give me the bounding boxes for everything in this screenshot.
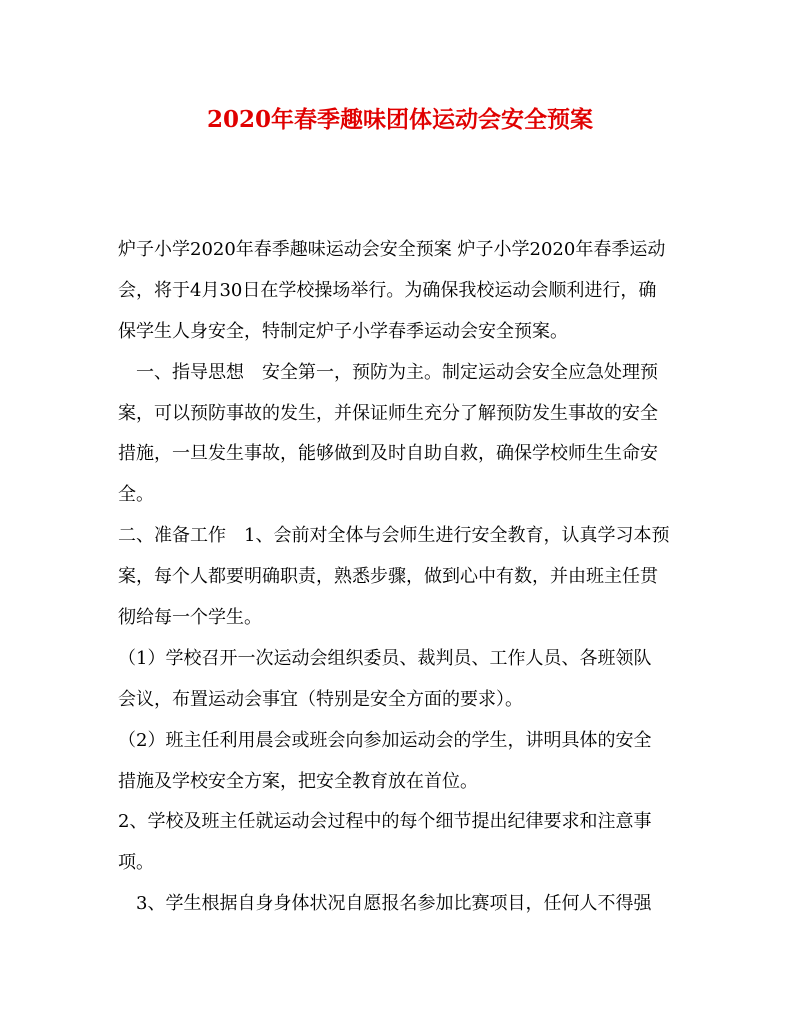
paragraph-item-1 (118, 639, 688, 721)
document-title: 2020年春季趣味团体运动会安全预案 (206, 106, 593, 133)
text-line: 保学生人身安全，特制定炉子小学春季运动会安全预案。 (118, 320, 568, 342)
paragraph-discipline (118, 802, 688, 884)
text-line: 一、指导思想 安全第一，预防为主。制定运动会安全应急处理预 (118, 361, 658, 383)
text-line: 2、学校及班主任就运动会过程中的每个细节提出纪律要求和注意事 (118, 811, 652, 833)
paragraph-item-2 (118, 721, 688, 803)
text-line: 措施，一旦发生事故，能够做到及时自助自救，确保学校师生生命安 (118, 443, 658, 465)
text-line: （2）班主任利用晨会或班会向参加运动会的学生，讲明具体的安全 (118, 729, 652, 751)
text-line: 3、学生根据自身身体状况自愿报名参加比赛项目，任何人不得强 (118, 893, 652, 915)
paragraph-guiding-principle (118, 353, 688, 517)
text-line: 案，可以预防事故的发生，并保证师生充分了解预防发生事故的安全 (118, 402, 658, 424)
text-line: 会议，布置运动会事宜（特别是安全方面的要求）。 (118, 688, 523, 710)
text-line: 二、准备工作 1、会前对全体与会师生进行安全教育，认真学习本预 (118, 525, 670, 547)
paragraph-registration (118, 884, 688, 925)
document-body (118, 230, 688, 925)
text-line: 措施及学校安全方案，把安全教育放在首位。 (118, 770, 478, 792)
paragraph-preparation (118, 516, 688, 639)
text-line: （1）学校召开一次运动会组织委员、裁判员、工作人员、各班领队 (118, 647, 652, 669)
text-line: 炉子小学2020年春季趣味运动会安全预案 炉子小学2020年春季运动 (118, 239, 666, 260)
text-line: 会，将于4月30日在学校操场举行。为确保我校运动会顺利进行，确 (118, 279, 657, 301)
paragraph-intro (118, 230, 688, 353)
text-line: 项。 (118, 852, 154, 874)
text-line: 彻给每一个学生。 (118, 607, 262, 629)
text-line: 案，每个人都要明确职责，熟悉步骤，做到心中有数，并由班主任贯 (118, 566, 658, 588)
text-line: 全。 (118, 484, 154, 506)
